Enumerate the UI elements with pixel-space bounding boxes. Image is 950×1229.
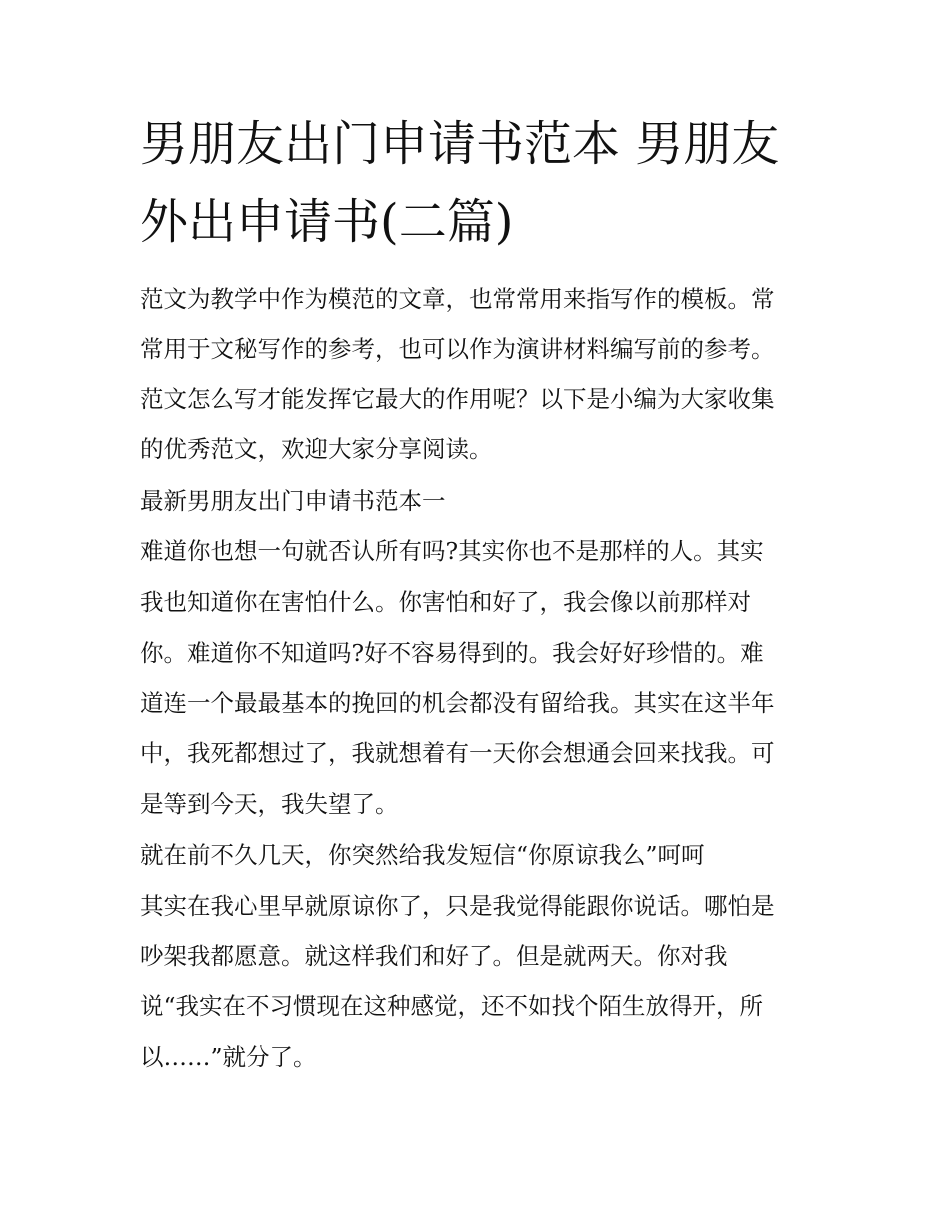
intro-line-1: 范文为教学中作为模范的文章，也常常用来指写作的模板。常 [140,285,775,313]
body-line-2: 我也知道你在害怕什么。你害怕和好了，我会像以前那样对 [140,588,751,616]
body-line-6: 是等到今天，我失望了。 [140,790,399,818]
body-line-8: 其实在我心里早就原谅你了，只是我觉得能跟你说话。哪怕是 [140,892,775,920]
body-line-3: 你。难道你不知道吗?好不容易得到的。我会好好珍惜的。难 [140,639,764,667]
body-line-7: 就在前不久几天，你突然给我发短信“你原谅我么”呵呵 [140,841,705,869]
section-heading: 最新男朋友出门申请书范本一 [140,487,446,515]
body-line-5: 中，我死都想过了，我就想着有一天你会想通会回来找我。可 [140,739,775,767]
intro-line-3: 范文怎么写才能发挥它最大的作用呢？以下是小编为大家收集 [140,385,775,413]
body-line-4: 道连一个最最基本的挽回的机会都没有留给我。其实在这半年 [140,689,775,717]
intro-line-2: 常用于文秘写作的参考，也可以作为演讲材料编写前的参考。 [140,335,775,363]
document-title-line-1: 男朋友出门申请书范本 男朋友 [140,116,780,172]
body-line-10: 说“我实在不习惯现在这种感觉，还不如找个陌生放得开，所 [140,992,764,1020]
body-line-1: 难道你也想一句就否认所有吗?其实你也不是那样的人。其实 [140,537,764,565]
body-line-9: 吵架我都愿意。就这样我们和好了。但是就两天。你对我 [140,942,728,970]
document-title-line-2: 外出申请书(二篇) [140,194,514,250]
intro-line-4: 的优秀范文，欢迎大家分享阅读。 [140,435,493,463]
body-line-11: 以……”就分了。 [140,1043,317,1071]
